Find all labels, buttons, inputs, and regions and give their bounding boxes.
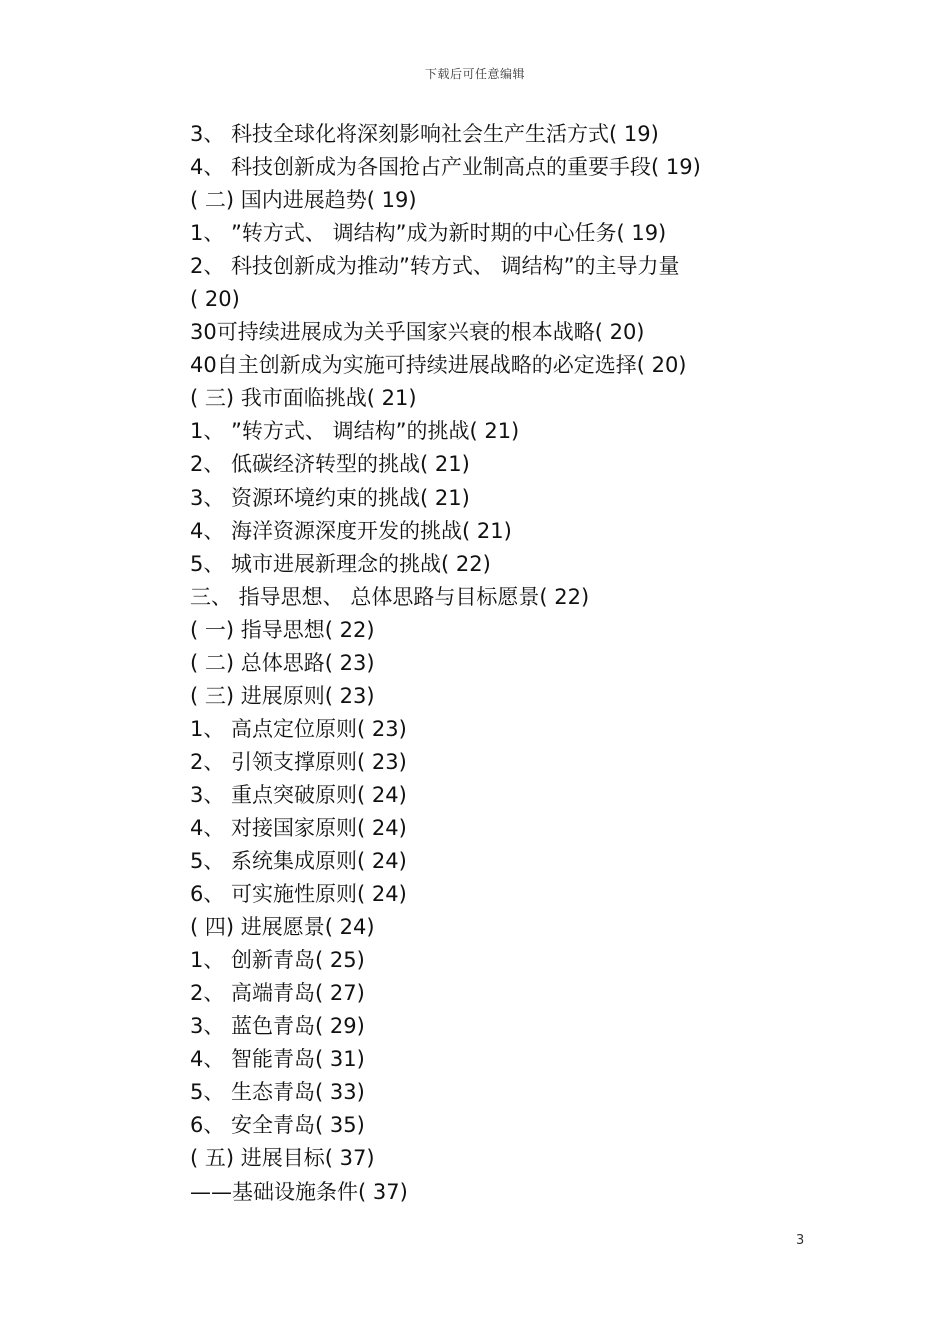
toc-line: 2、 低碳经济转型的挑战( 21) — [190, 452, 470, 477]
toc-line: 3、 重点突破原则( 24) — [190, 782, 407, 807]
toc-line: 1、 创新青岛( 25) — [190, 948, 365, 973]
toc-line: ( 二) 国内进展趋势( 19) — [190, 188, 417, 213]
toc-line: 3、 资源环境约束的挑战( 21) — [190, 485, 470, 510]
toc-line: 5、 系统集成原则( 24) — [190, 849, 407, 874]
toc-line: ( 二) 总体思路( 23) — [190, 650, 375, 675]
toc-line: ( 三) 我市面临挑战( 21) — [190, 386, 417, 411]
toc-line: ( 五) 进展目标( 37) — [190, 1146, 375, 1171]
toc-line: 6、 安全青岛( 35) — [190, 1113, 365, 1138]
page-number: 3 — [796, 1233, 805, 1248]
toc-line: 2、 高端青岛( 27) — [190, 981, 365, 1006]
toc-line: ( 四) 进展愿景( 24) — [190, 915, 375, 940]
toc-line: 1、 高点定位原则( 23) — [190, 716, 407, 741]
toc-line: 4、 海洋资源深度开发的挑战( 21) — [190, 518, 512, 543]
toc-line: 30可持续进展成为关乎国家兴衰的根本战略( 20) — [190, 320, 645, 345]
page-header: 下载后可任意编辑 — [424, 67, 525, 81]
toc-line: ( 三) 进展原则( 23) — [190, 683, 375, 708]
toc-line: ( 一) 指导思想( 22) — [190, 617, 375, 642]
toc-line: 40自主创新成为实施可持续进展战略的必定选择( 20) — [190, 353, 687, 378]
toc-line: 4、 对接国家原则( 24) — [190, 815, 407, 840]
toc-line: 2、 科技创新成为推动”转方式、 调结构”的主导力量 — [190, 254, 680, 279]
toc-line: 1、 ”转方式、 调结构”的挑战( 21) — [190, 419, 520, 444]
toc-line: 4、 智能青岛( 31) — [190, 1047, 365, 1072]
toc-line: 5、 城市进展新理念的挑战( 22) — [190, 551, 491, 576]
toc-line: ——基础设施条件( 37) — [190, 1179, 408, 1204]
toc-line: 3、 蓝色青岛( 29) — [190, 1014, 365, 1039]
table-of-contents — [190, 118, 790, 1209]
toc-line: 3、 科技全球化将深刻影响社会生产生活方式( 19) — [190, 122, 659, 146]
toc-line: 2、 引领支撑原则( 23) — [190, 749, 407, 774]
toc-line: 6、 可实施性原则( 24) — [190, 882, 407, 907]
toc-line: 4、 科技创新成为各国抢占产业制高点的重要手段( 19) — [190, 155, 701, 180]
toc-line: ( 20) — [190, 287, 240, 312]
toc-line: 1、 ”转方式、 调结构”成为新时期的中心任务( 19) — [190, 221, 667, 246]
toc-line: 5、 生态青岛( 33) — [190, 1080, 365, 1105]
toc-line: 三、 指导思想、 总体思路与目标愿景( 22) — [190, 584, 590, 609]
